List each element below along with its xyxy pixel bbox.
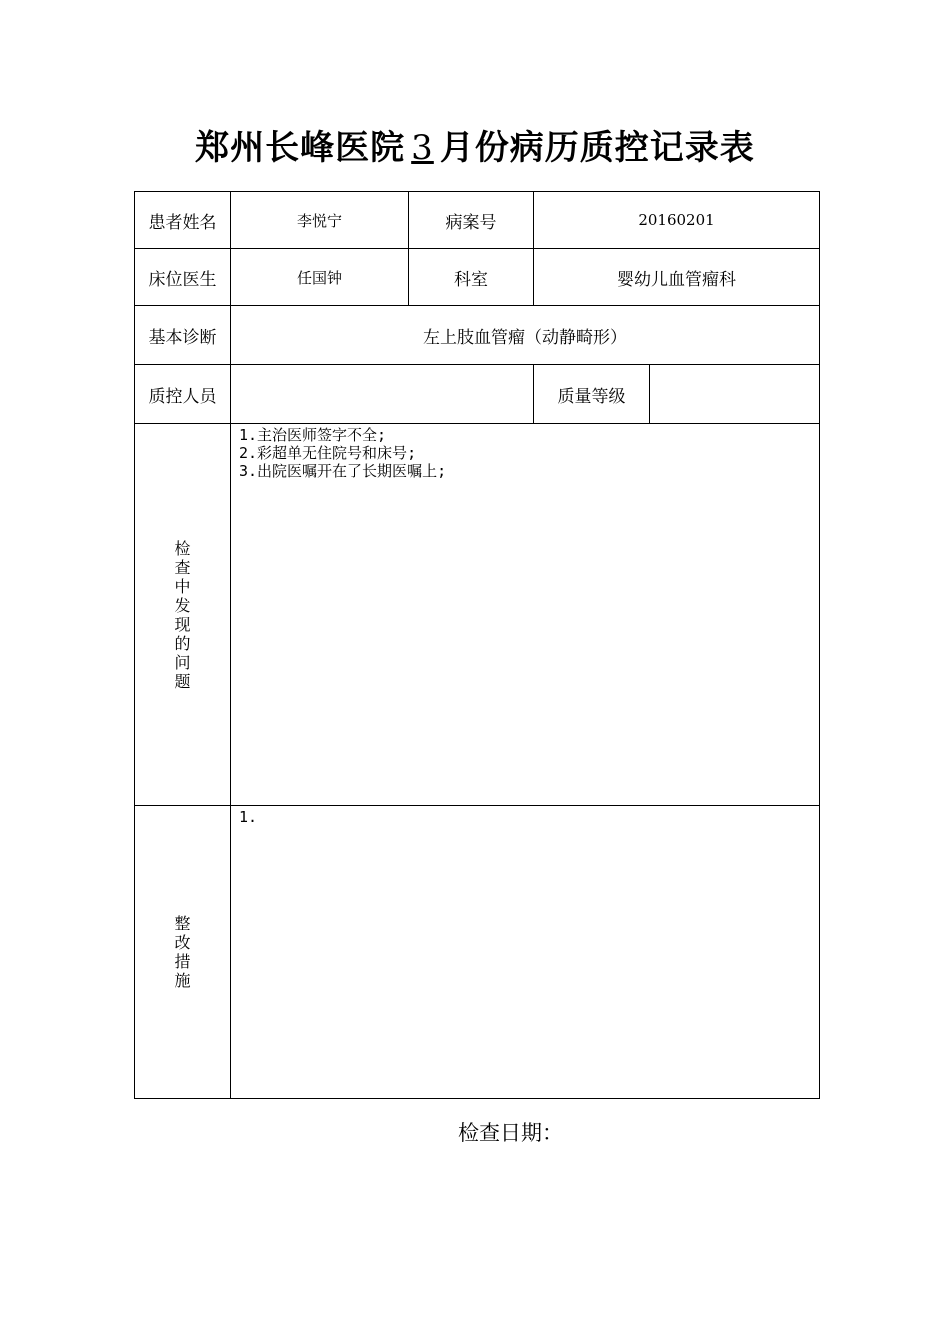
problem-item: 2.彩超单无住院号和床号; xyxy=(239,444,417,462)
qc-staff-label: 质控人员 xyxy=(134,364,231,424)
problems-label xyxy=(134,423,231,806)
record-no-field[interactable]: 20160201 xyxy=(533,191,820,249)
record-no-label: 病案号 xyxy=(408,191,534,249)
qc-staff-field[interactable] xyxy=(230,364,534,424)
doctor-field[interactable]: 任国钟 xyxy=(230,248,409,306)
department-label: 科室 xyxy=(408,248,534,306)
measures-label xyxy=(134,805,231,1099)
title-hospital: 郑州长峰医院 xyxy=(195,128,406,168)
page-title xyxy=(0,126,950,170)
measure-item: 1. xyxy=(239,808,258,826)
problems-label-text: 检查中发现的问题 xyxy=(174,538,191,691)
check-date-label: 检查日期： xyxy=(458,1121,563,1145)
doctor-label: 床位医生 xyxy=(134,248,231,306)
department-field[interactable]: 婴幼儿血管瘤科 xyxy=(533,248,820,306)
title-suffix: 月份病历质控记录表 xyxy=(439,128,755,168)
patient-name-field[interactable]: 李悦宁 xyxy=(230,191,409,249)
patient-name-label: 患者姓名 xyxy=(134,191,231,249)
measures-label-text: 整改措施 xyxy=(174,914,191,990)
measures-field[interactable] xyxy=(230,805,820,1099)
diagnosis-label: 基本诊断 xyxy=(134,305,231,365)
problem-item: 3.出院医嘱开在了长期医嘱上; xyxy=(239,462,447,480)
diagnosis-field[interactable]: 左上肢血管瘤（动静畸形） xyxy=(230,305,820,365)
problem-item: 1.主治医师签字不全; xyxy=(239,426,387,444)
title-month[interactable]: 3 xyxy=(411,128,434,168)
problems-field[interactable] xyxy=(230,423,820,806)
quality-grade-label: 质量等级 xyxy=(533,364,650,424)
quality-grade-field[interactable] xyxy=(649,364,820,424)
